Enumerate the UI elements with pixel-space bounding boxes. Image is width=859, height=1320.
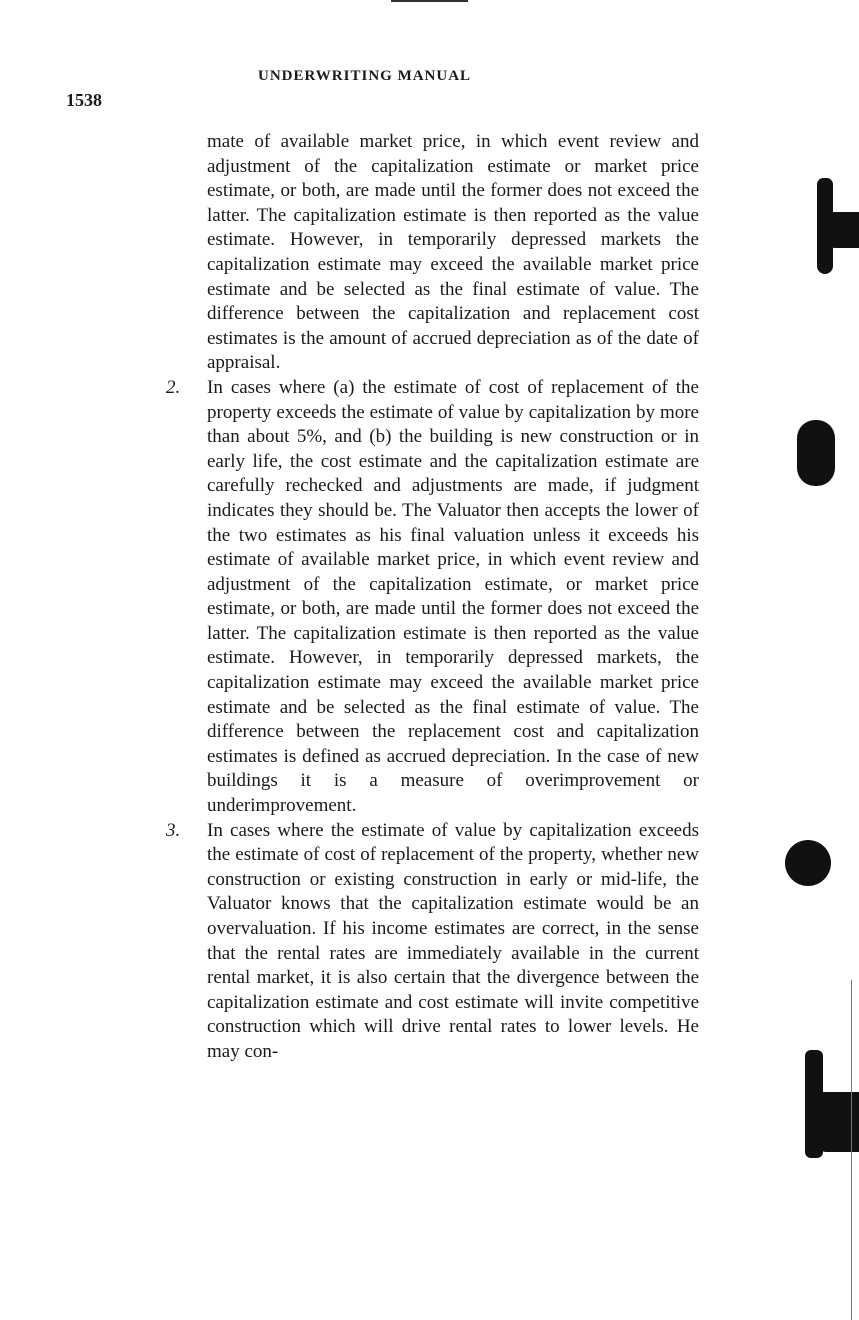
item-text: In cases where the estimate of value by capitalization exceeds the estimate of cost of replacement of the property, whether new construction or existing construction in early or mid-life, the Valuator knows that the capitalization estimate would be an overvaluation. If his income estimates are correct, in the sense that the rental rates are immediately available in the current rental market, it is also certain that the divergence between the capitalization estimate and cost estimate will invite competitive construction which will drive rental rates to lower levels. He may con- [207,819,699,1062]
intro-paragraph: mate of available market price, in which event review and adjustment of the capitalization estimate or market price estimate, or both, are made until the former does not exceed the latter. The capitalization estimate is then reported as the value estimate. However, in temporarily depressed markets the capitalization estimate may exceed the available market price estimate and be selected as the final estimate of value. The difference between the capitalization and replacement cost estimates is the amount of accrued depreciation as of the date of appraisal. [207,131,699,374]
list-item [166,376,699,819]
binder-clip-tab [820,1092,859,1152]
list-item [166,819,699,1065]
page-number: 1538 [66,90,102,110]
running-header: UNDERWRITING MANUAL [258,68,472,84]
body-text [166,130,699,1065]
top-rule [391,0,468,2]
binder-clip-tab [829,212,859,248]
punch-hole-mark [785,840,831,886]
item-number: 3. [166,819,181,841]
item-number: 2. [166,376,181,398]
page-edge-line [851,980,852,1320]
item-text: In cases where (a) the estimate of cost of replacement of the property exceeds the estimate of value by capitalization by more than about 5%, and (b) the building is new construction or in early life, the cost estimate and the capitalization estimate are carefully rechecked and adjustments are made, if judgment indicates they should be. The Valuator then accepts the lower of the two estimates as his final valuation unless it exceeds his estimate of available market price, in which event review and adjustment of the capitalization estimate, or market price estimate, or both, are made until the former does not exceed the latter. The capitalization estimate is then reported as the value estimate. However, in temporarily depressed markets, the capitalization estimate may exceed the available market price estimate and be selected as the final estimate of value. The difference between the replacement cost and capitalization estimates is defined as accrued depreciation. In the case of new buildings it is a measure of overimprovement or underimprovement. [207,376,699,817]
punch-hole-mark [797,420,835,486]
